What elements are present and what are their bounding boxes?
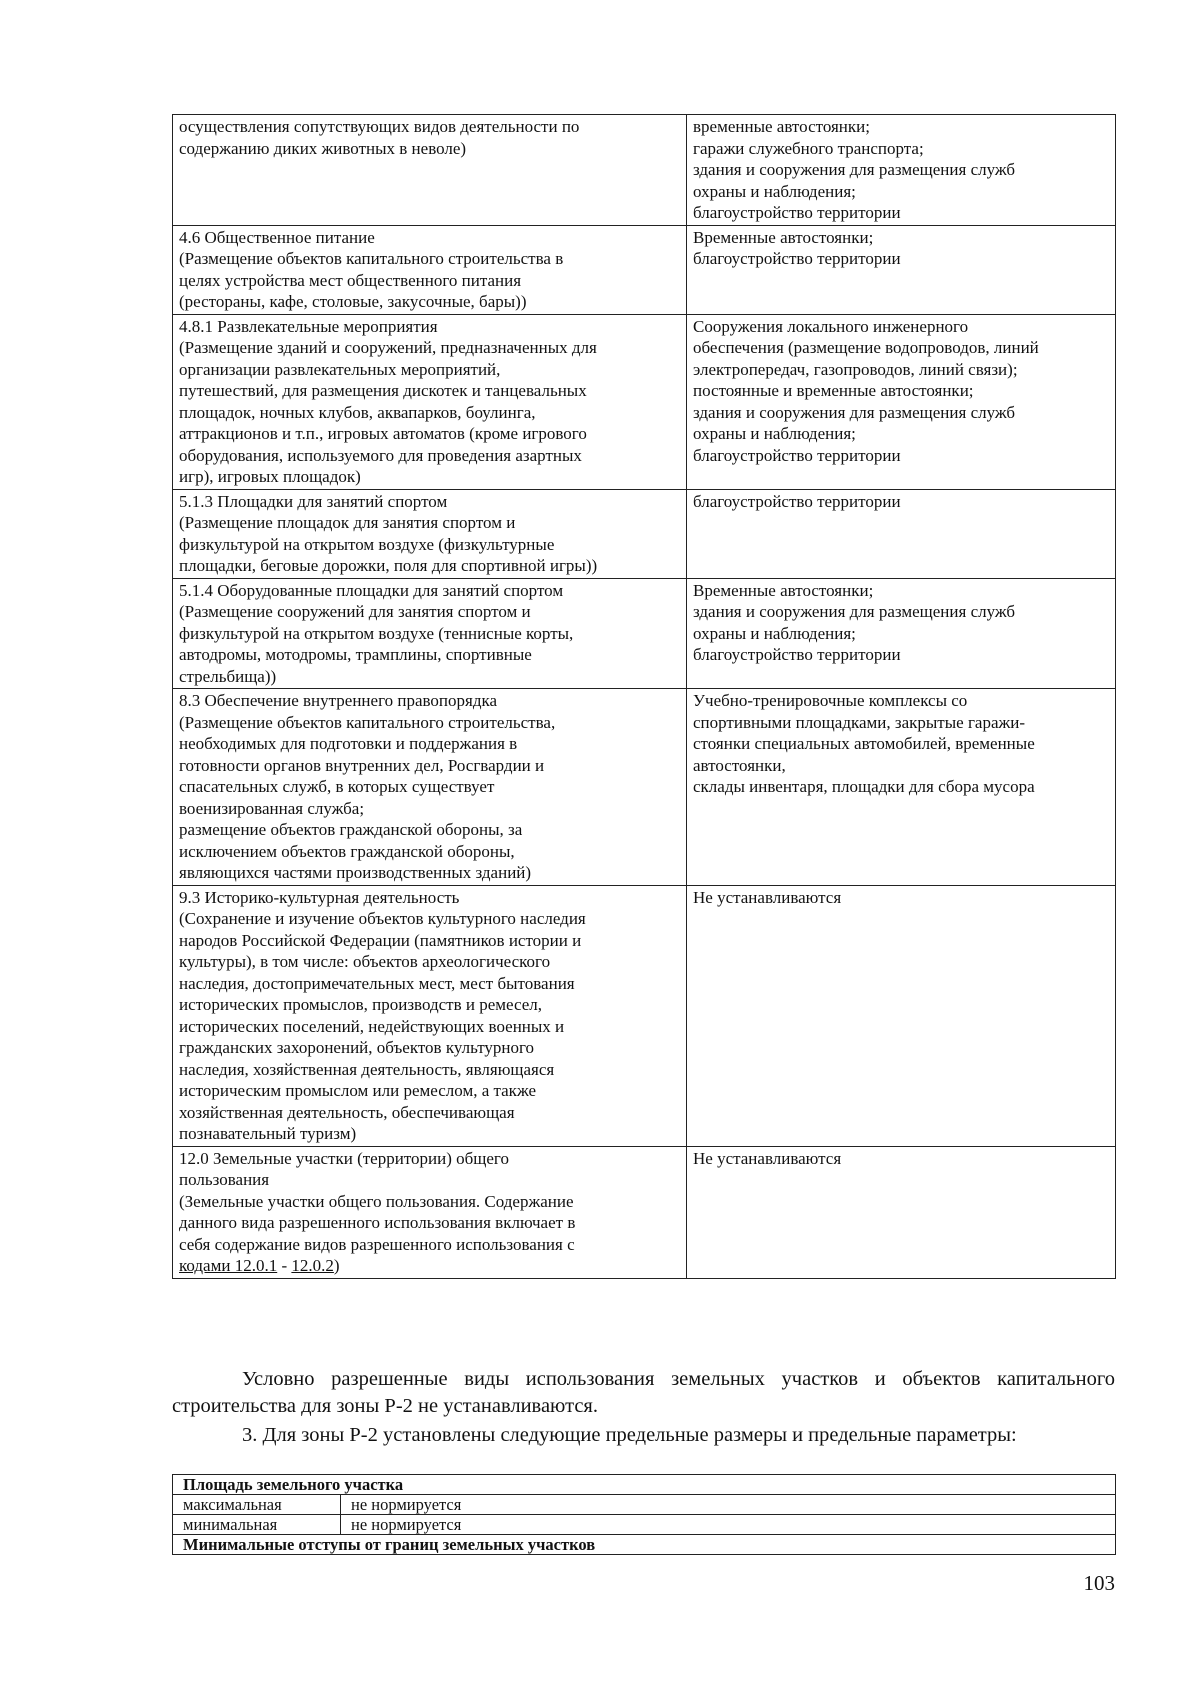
table-row xyxy=(173,314,1116,489)
param-label-min: минимальная xyxy=(173,1515,341,1535)
table-row xyxy=(173,1146,1116,1278)
table-row xyxy=(173,578,1116,689)
auxiliary-use-line: благоустройство территории xyxy=(693,203,901,222)
permitted-use-line: (Размещение сооружений для занятия спортом и xyxy=(179,602,531,621)
permitted-use-line: физкультурой на открытом воздухе (теннисные корты, xyxy=(179,623,574,643)
auxiliary-use-line: благоустройство территории xyxy=(693,445,901,465)
params-header-row xyxy=(173,1475,1116,1495)
parameters-table xyxy=(172,1474,1116,1555)
permitted-use-line: культуры), в том числе: объектов археологического xyxy=(179,952,551,971)
permitted-use-line: (Размещение объектов капитального строительства, xyxy=(179,712,556,732)
params-row-max xyxy=(173,1495,1116,1515)
permitted-use-line: (Размещение объектов капитального строительства в xyxy=(179,249,564,268)
permitted-use-line: (Сохранение и изучение объектов культурного наследия xyxy=(179,909,586,928)
auxiliary-use-line: охраны и наблюдения; xyxy=(693,181,856,201)
permitted-use-cell xyxy=(173,689,687,886)
auxiliary-use-line: гаражи служебного транспорта; xyxy=(693,138,924,158)
table-row xyxy=(173,115,1116,226)
auxiliary-use-line: здания и сооружения для размещения служб xyxy=(693,160,1016,179)
setbacks-header: Минимальные отступы от границ земельных участков xyxy=(173,1535,1116,1555)
auxiliary-use-line: здания и сооружения для размещения служб xyxy=(693,602,1016,621)
page-number: 103 xyxy=(1083,1571,1115,1595)
permitted-use-line: организации развлекательных мероприятий, xyxy=(179,359,501,379)
permitted-use-line xyxy=(179,1255,680,1277)
auxiliary-use-line: постоянные и временные автостоянки; xyxy=(693,381,974,400)
permitted-use-cell xyxy=(173,225,687,314)
permitted-use-line: себя содержание видов разрешенного использования с xyxy=(179,1234,575,1254)
zone-parameters-paragraph: 3. Для зоны Р-2 установлены следующие предельные размеры и предельные параметры: xyxy=(242,1424,1017,1446)
code-separator: - xyxy=(277,1256,292,1275)
auxiliary-use-line: Временные автостоянки; xyxy=(693,580,874,600)
permitted-use-cell xyxy=(173,115,687,226)
auxiliary-use-line: временные автостоянки; xyxy=(693,117,870,136)
permitted-use-line: военизированная служба; xyxy=(179,798,365,818)
auxiliary-use-line: благоустройство территории xyxy=(693,249,901,268)
permitted-use-line: данного вида разрешенного использования включает в xyxy=(179,1213,576,1232)
auxiliary-use-line: стоянки специальных автомобилей, временные xyxy=(693,734,1035,753)
auxiliary-use-line: Не устанавливаются xyxy=(693,1148,842,1168)
permitted-use-line: 8.3 Обеспечение внутреннего правопорядка xyxy=(179,691,498,710)
permitted-use-line: (Земельные участки общего пользования. Содержание xyxy=(179,1191,574,1211)
permitted-use-line: содержанию диких животных в неволе) xyxy=(179,138,467,158)
auxiliary-use-line: благоустройство территории xyxy=(693,491,901,511)
permitted-use-line: исторических поселений, недействующих военных и xyxy=(179,1016,565,1036)
auxiliary-use-line: Не устанавливаются xyxy=(693,887,842,907)
auxiliary-use-cell xyxy=(687,225,1116,314)
permitted-use-line: готовности органов внутренних дел, Росгвардии и xyxy=(179,755,545,775)
auxiliary-use-line: Учебно-тренировочные комплексы со xyxy=(693,691,968,710)
auxiliary-use-cell xyxy=(687,689,1116,886)
params-row-min xyxy=(173,1515,1116,1535)
params-header-row-2 xyxy=(173,1535,1116,1555)
permitted-use-line: 5.1.4 Оборудованные площадки для занятий спортом xyxy=(179,580,564,600)
land-use-table-body xyxy=(173,115,1116,1279)
permitted-use-line: наследия, хозяйственная деятельность, являющаяся xyxy=(179,1059,555,1079)
permitted-use-line: наследия, достопримечательных мест, мест бытования xyxy=(179,973,575,993)
auxiliary-use-line: склады инвентаря, площадки для сбора мусора xyxy=(693,777,1035,796)
permitted-use-line: (рестораны, кафе, столовые, закусочные, бары)) xyxy=(179,292,527,311)
auxiliary-use-line: здания и сооружения для размещения служб xyxy=(693,402,1016,422)
permitted-use-line: физкультурой на открытом воздухе (физкультурные xyxy=(179,534,555,554)
permitted-use-line: размещение объектов гражданской обороны, за xyxy=(179,820,523,839)
land-area-header: Площадь земельного участка xyxy=(173,1475,1116,1495)
permitted-use-line: игр), игровых площадок) xyxy=(179,467,361,486)
permitted-use-line: 5.1.3 Площадки для занятий спортом xyxy=(179,491,448,511)
permitted-use-line: историческим промыслом или ремеслом, а также xyxy=(179,1081,537,1100)
permitted-use-cell xyxy=(173,578,687,689)
code-link[interactable]: кодами 12.0.1 xyxy=(179,1256,278,1275)
auxiliary-use-cell xyxy=(687,115,1116,226)
permitted-use-line: являющихся частями производственных зданий) xyxy=(179,863,532,882)
param-value-min: не нормируется xyxy=(341,1515,1116,1535)
permitted-use-line: спасательных служб, в которых существует xyxy=(179,777,495,796)
land-use-table xyxy=(172,114,1116,1279)
param-value-max: не нормируется xyxy=(341,1495,1116,1515)
permitted-use-line: познавательный туризм) xyxy=(179,1124,357,1143)
permitted-use-line: 9.3 Историко-культурная деятельность xyxy=(179,887,460,907)
auxiliary-use-line: спортивными площадками, закрытые гаражи- xyxy=(693,712,1026,732)
permitted-use-line: пользования xyxy=(179,1170,270,1189)
permitted-use-line: оборудования, используемого для проведения азартных xyxy=(179,445,582,465)
auxiliary-use-cell xyxy=(687,314,1116,489)
permitted-use-line: 4.6 Общественное питание xyxy=(179,227,375,247)
auxiliary-use-line: обеспечения (размещение водопроводов, линий xyxy=(693,338,1039,357)
permitted-use-line: стрельбища)) xyxy=(179,666,277,686)
permitted-use-cell xyxy=(173,1146,687,1278)
table-row xyxy=(173,225,1116,314)
conditional-uses-paragraph: Условно разрешенные виды использования земельных участков и объектов капитального строительства для зоны Р-2 не устанавливаются. xyxy=(172,1368,1115,1417)
permitted-use-line: автодромы, мотодромы, трамплины, спортивные xyxy=(179,645,532,664)
permitted-use-line: исключением объектов гражданской обороны, xyxy=(179,841,515,861)
permitted-use-line: необходимых для подготовки и поддержания в xyxy=(179,734,518,753)
permitted-use-line: (Размещение зданий и сооружений, предназначенных для xyxy=(179,338,597,357)
auxiliary-use-line: автостоянки, xyxy=(693,755,786,775)
permitted-use-line: осуществления сопутствующих видов деятельности по xyxy=(179,117,580,136)
param-label-max: максимальная xyxy=(173,1495,341,1515)
permitted-use-line: аттракционов и т.п., игровых автоматов (кроме игрового xyxy=(179,424,587,443)
auxiliary-use-line: электропередач, газопроводов, линий связи); xyxy=(693,359,1018,379)
auxiliary-use-line: благоустройство территории xyxy=(693,645,901,664)
permitted-use-line: гражданских захоронений, объектов культурного xyxy=(179,1038,535,1057)
permitted-use-line: 12.0 Земельные участки (территории) общего xyxy=(179,1148,509,1168)
permitted-use-line: (Размещение площадок для занятия спортом и xyxy=(179,513,516,532)
auxiliary-use-line: Сооружения локального инженерного xyxy=(693,316,969,336)
permitted-use-cell xyxy=(173,489,687,578)
permitted-use-line: путешествий, для размещения дискотек и танцевальных xyxy=(179,381,587,400)
table-row xyxy=(173,885,1116,1146)
permitted-use-line: народов Российской Федерации (памятников истории и xyxy=(179,930,582,950)
permitted-use-line: 4.8.1 Развлекательные мероприятия xyxy=(179,316,438,336)
code-suffix: ) xyxy=(333,1256,340,1275)
auxiliary-use-cell xyxy=(687,1146,1116,1278)
table-row xyxy=(173,489,1116,578)
permitted-use-cell xyxy=(173,314,687,489)
permitted-use-line: целях устройства мест общественного питания xyxy=(179,270,522,290)
auxiliary-use-line: охраны и наблюдения; xyxy=(693,424,856,443)
auxiliary-use-line: Временные автостоянки; xyxy=(693,227,874,247)
table-row xyxy=(173,689,1116,886)
auxiliary-use-cell xyxy=(687,885,1116,1146)
permitted-use-line: хозяйственная деятельность, обеспечивающая xyxy=(179,1102,515,1122)
auxiliary-use-line: охраны и наблюдения; xyxy=(693,623,856,643)
auxiliary-use-cell xyxy=(687,578,1116,689)
permitted-use-line: исторических промыслов, производств и ремесел, xyxy=(179,995,543,1014)
code-link[interactable]: 12.0.2 xyxy=(291,1256,334,1275)
permitted-use-cell xyxy=(173,885,687,1146)
auxiliary-use-cell xyxy=(687,489,1116,578)
permitted-use-line: площадок, ночных клубов, аквапарков, боулинга, xyxy=(179,402,536,422)
permitted-use-line: площадки, беговые дорожки, поля для спортивной игры)) xyxy=(179,556,598,575)
